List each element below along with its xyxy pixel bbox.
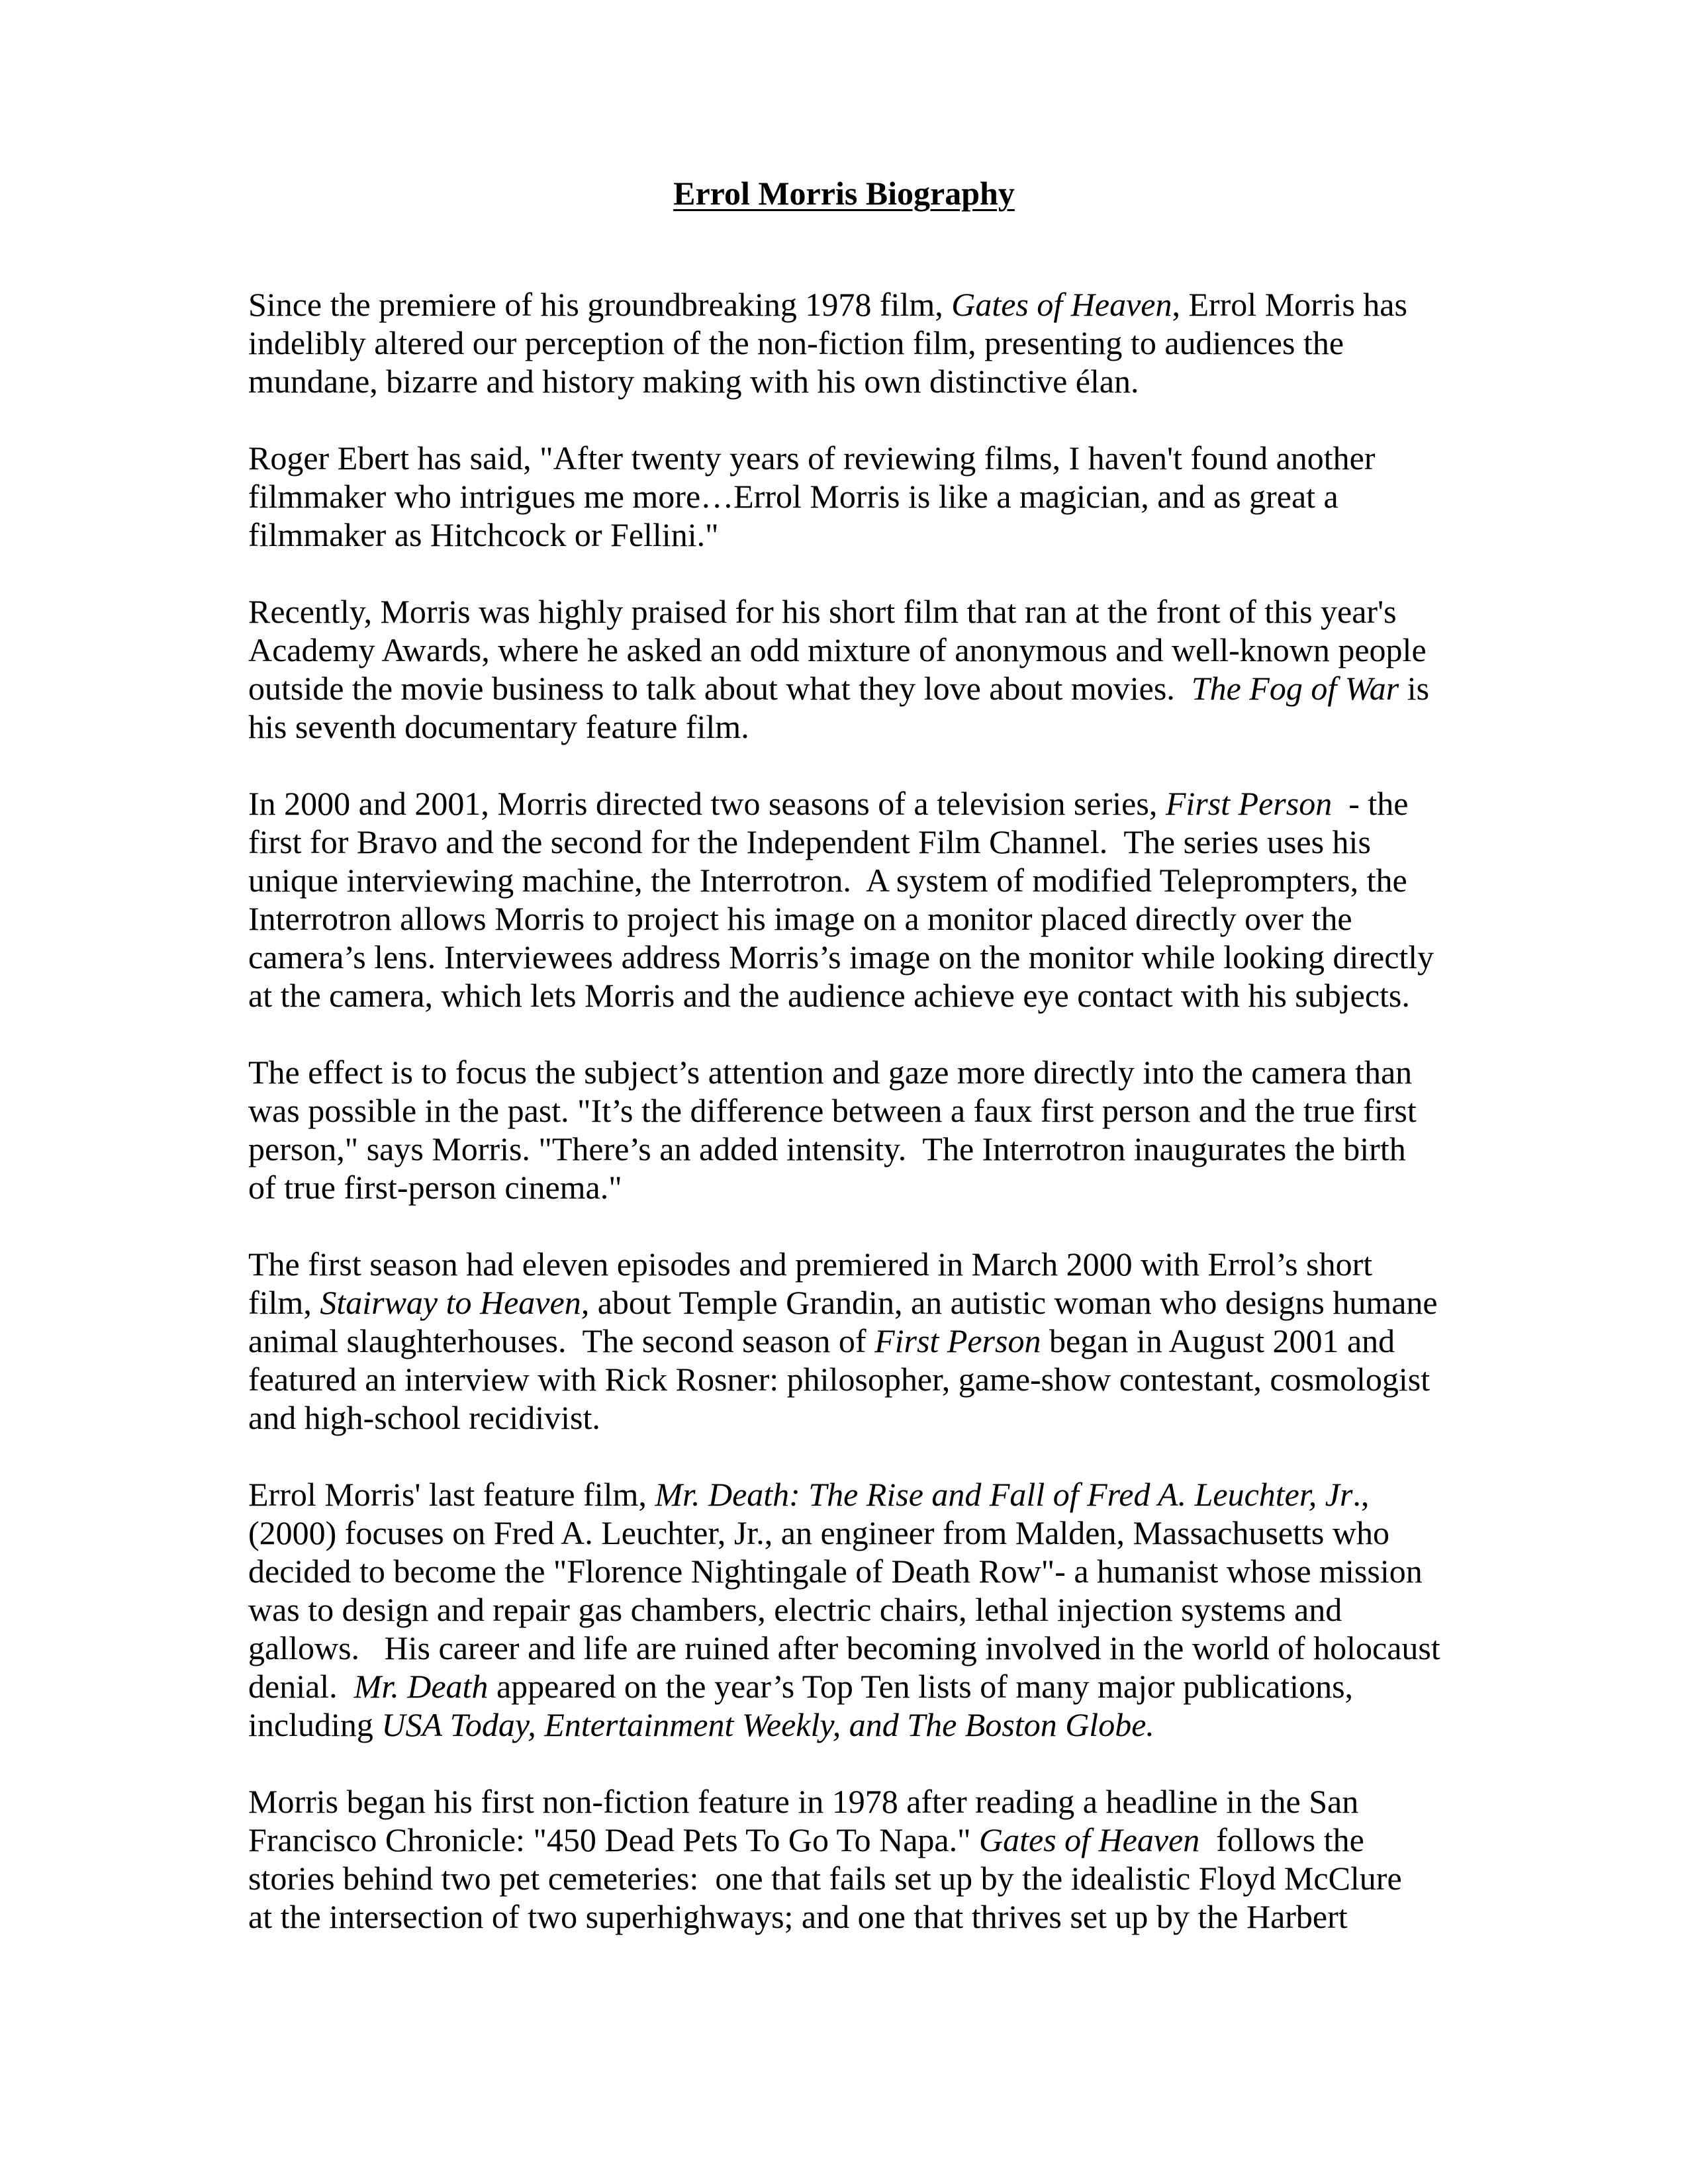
text-line: [248, 1552, 1473, 1590]
text-segment: In 2000 and 2001, Morris directed two seasons of a television series,: [248, 785, 1166, 822]
text-segment: mundane, bizarre and history making with his own distinctive élan.: [248, 363, 1139, 400]
text-segment: filmmaker who intrigues me more…Errol Morris is like a magician, and as great a: [248, 478, 1338, 515]
text-segment: outside the movie business to talk about what they love about movies.: [248, 670, 1192, 707]
paragraph-2: [248, 439, 1473, 554]
italic-title-text: The Fog of War: [1191, 670, 1399, 707]
italic-title-text: First Person: [874, 1322, 1041, 1359]
text-segment: camera’s lens. Interviewees address Morris’s image on the monitor while looking directly: [248, 938, 1434, 976]
text-line: [248, 784, 1473, 823]
text-line: [248, 1168, 1473, 1206]
text-line: [248, 1667, 1473, 1706]
text-segment: stories behind two pet cemeteries: one that fails set up by the idealistic Floyd McClure: [248, 1860, 1402, 1897]
text-segment: The first season had eleven episodes and premiered in March 2000 with Errol’s short: [248, 1246, 1373, 1283]
text-segment: first for Bravo and the second for the Independent Film Channel. The series uses his: [248, 823, 1371, 860]
document-title: Errol Morris Biography: [673, 175, 1015, 212]
text-segment: Since the premiere of his groundbreaking 1978 film,: [248, 286, 952, 323]
text-segment: denial.: [248, 1668, 354, 1705]
text-line: [248, 1859, 1473, 1897]
text-line: [248, 938, 1473, 976]
paragraph-5: [248, 1053, 1473, 1206]
text-line: [248, 669, 1473, 707]
text-line: [248, 1475, 1473, 1514]
text-segment: featured an interview with Rick Rosner: philosopher, game-show contestant, cosmologist: [248, 1361, 1430, 1398]
text-segment: at the intersection of two superhighways; and one that thrives set up by the Harbert: [248, 1898, 1348, 1935]
text-segment: his seventh documentary feature film.: [248, 708, 749, 745]
text-segment: began in August 2001 and: [1041, 1322, 1395, 1359]
text-line: [248, 1821, 1473, 1859]
italic-title-text: USA Today, Entertainment Weekly, and The Boston Globe.: [381, 1706, 1154, 1743]
text-segment: was to design and repair gas chambers, electric chairs, lethal injection systems and: [248, 1591, 1342, 1628]
text-segment: Francisco Chronicle: "450 Dead Pets To Go To Napa.": [248, 1821, 980, 1858]
text-segment: gallows. His career and life are ruined after becoming involved in the world of holocaust: [248, 1629, 1440, 1666]
text-line: [248, 1360, 1473, 1398]
text-line: [248, 1782, 1473, 1821]
text-line: [248, 1283, 1473, 1322]
text-segment: was possible in the past. "It’s the difference between a faux first person and the true first: [248, 1092, 1417, 1129]
text-segment: filmmaker as Hitchcock or Fellini.": [248, 516, 719, 553]
document-body: [248, 285, 1473, 1974]
text-line: [248, 439, 1473, 477]
text-line: [248, 1053, 1473, 1091]
text-segment: about Temple Grandin, an autistic woman who designs humane: [589, 1284, 1438, 1321]
text-line: [248, 324, 1473, 362]
paragraph-3: [248, 592, 1473, 746]
italic-title-text: Mr. Death: [353, 1668, 489, 1705]
text-segment: at the camera, which lets Morris and the audience achieve eye contact with his subjects.: [248, 977, 1410, 1014]
text-line: [248, 1629, 1473, 1667]
text-segment: - the: [1332, 785, 1409, 822]
text-segment: Recently, Morris was highly praised for his short film that ran at the front of this year's: [248, 593, 1397, 630]
italic-title-text: Mr. Death: The Rise and Fall of Fred A. Leuchter, Jr: [655, 1476, 1353, 1513]
italic-title-text: First Person: [1165, 785, 1333, 822]
text-line: [248, 899, 1473, 938]
text-line: [248, 707, 1473, 746]
text-line: [248, 1091, 1473, 1130]
text-line: [248, 861, 1473, 899]
text-segment: and high-school recidivist.: [248, 1399, 600, 1436]
text-segment: decided to become the "Florence Nightingale of Death Row"- a humanist whose mission: [248, 1553, 1423, 1590]
text-line: [248, 823, 1473, 861]
text-segment: (2000) focuses on Fred A. Leuchter, Jr., an engineer from Malden, Massachusetts who: [248, 1514, 1389, 1551]
text-segment: animal slaughterhouses. The second season of: [248, 1322, 875, 1359]
text-line: [248, 1245, 1473, 1283]
text-line: [248, 976, 1473, 1015]
text-segment: follows the: [1199, 1821, 1364, 1858]
text-segment: appeared on the year’s Top Ten lists of many major publications,: [488, 1668, 1354, 1705]
text-segment: Morris began his first non-fiction feature in 1978 after reading a headline in the San: [248, 1783, 1359, 1820]
italic-title-text: Gates of Heaven: [979, 1821, 1200, 1858]
text-segment: person," says Morris. "There’s an added intensity. The Interrotron inaugurates the birth: [248, 1130, 1406, 1167]
text-segment: .,: [1352, 1476, 1370, 1513]
text-segment: The effect is to focus the subject’s attention and gaze more directly into the camera than: [248, 1054, 1413, 1091]
italic-title-text: Stairway to Heaven,: [320, 1284, 590, 1321]
text-line: [248, 1514, 1473, 1552]
text-line: [248, 516, 1473, 554]
text-segment: unique interviewing machine, the Interrotron. A system of modified Teleprompters, the: [248, 862, 1407, 899]
text-line: [248, 592, 1473, 631]
text-line: [248, 1398, 1473, 1437]
text-segment: Academy Awards, where he asked an odd mixture of anonymous and well-known people: [248, 631, 1427, 668]
paragraph-8: [248, 1782, 1473, 1936]
text-segment: film,: [248, 1284, 320, 1321]
text-line: [248, 1706, 1473, 1744]
paragraph-7: [248, 1475, 1473, 1744]
text-line: [248, 1897, 1473, 1936]
text-segment: Interrotron allows Morris to project his image on a monitor placed directly over the: [248, 900, 1352, 937]
text-segment: is: [1399, 670, 1430, 707]
text-segment: Roger Ebert has said, "After twenty years of reviewing films, I haven't found another: [248, 439, 1376, 477]
text-line: [248, 362, 1473, 400]
text-segment: including: [248, 1706, 382, 1743]
text-line: [248, 477, 1473, 516]
paragraph-1: [248, 285, 1473, 400]
text-line: [248, 1322, 1473, 1360]
text-line: [248, 1130, 1473, 1168]
text-segment: , Errol Morris has: [1172, 286, 1407, 323]
text-line: [248, 631, 1473, 669]
paragraph-6: [248, 1245, 1473, 1437]
text-segment: Errol Morris' last feature film,: [248, 1476, 655, 1513]
paragraph-4: [248, 784, 1473, 1015]
text-segment: of true first-person cinema.": [248, 1169, 622, 1206]
text-line: [248, 285, 1473, 324]
text-segment: indelibly altered our perception of the non-fiction film, presenting to audiences the: [248, 324, 1344, 361]
italic-title-text: Gates of Heaven: [951, 286, 1172, 323]
text-line: [248, 1590, 1473, 1629]
